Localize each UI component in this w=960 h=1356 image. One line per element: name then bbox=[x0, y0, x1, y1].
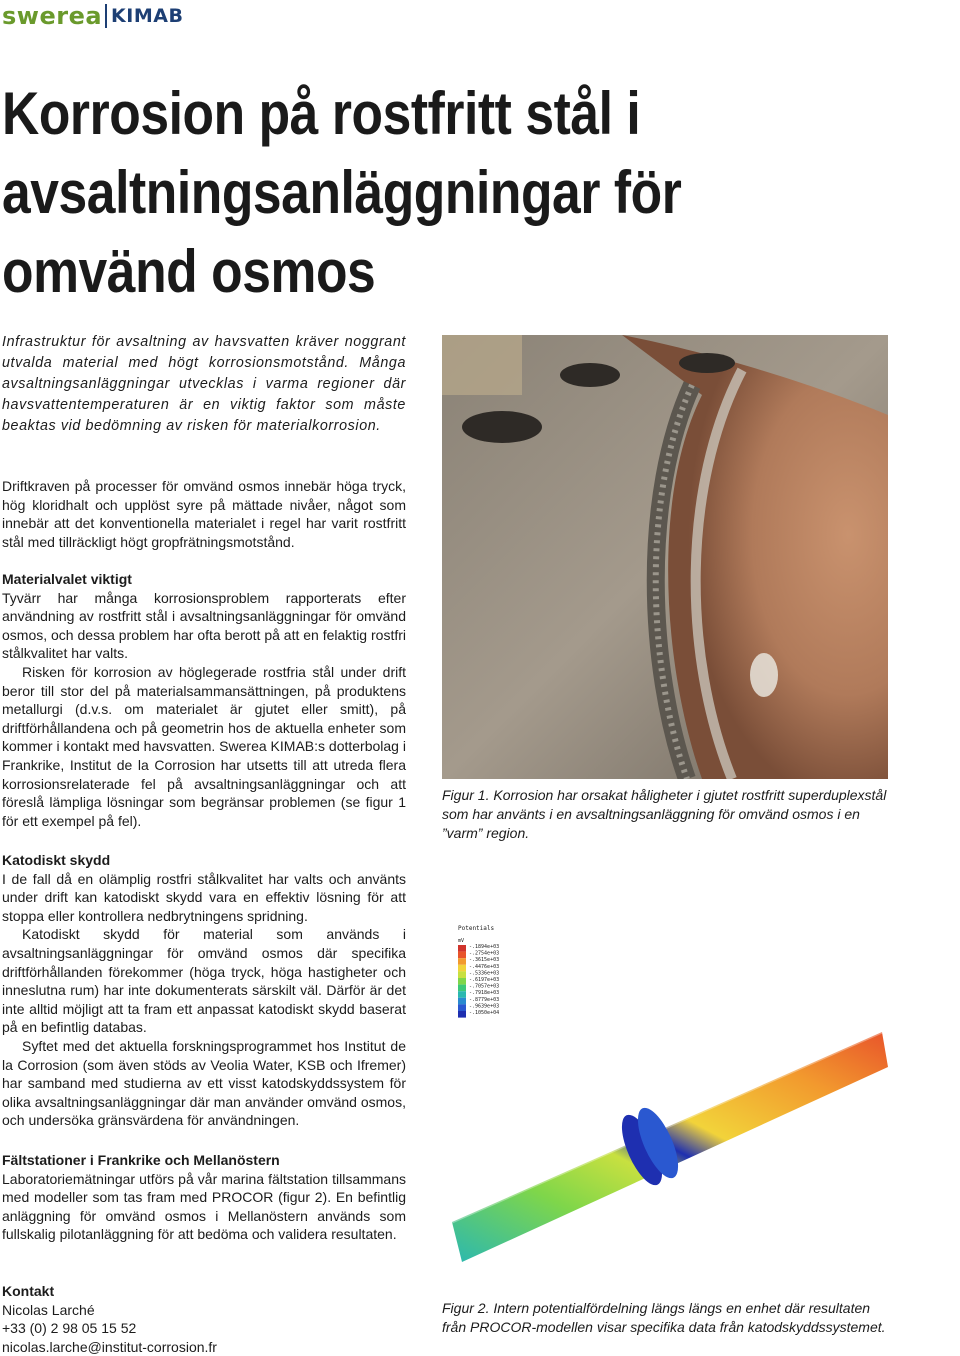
section-paragraph: Syftet med det aktuella forskningsprogrammet hos Institut de la Corrosion (som även stöds av Veolia Water, KSB och Ifremer) har samband med studierna av ett visst katodskyddssystem för olika avsaltningsanläggningar där man använder omvänd osmos, och undersöka gränsvärdena för användningen. bbox=[2, 1037, 406, 1129]
potential-distribution-illustration bbox=[442, 882, 888, 1288]
legend-swatch bbox=[458, 1004, 466, 1011]
logo-swerea: swerea bbox=[2, 2, 103, 30]
legend-swatch bbox=[458, 1011, 466, 1018]
legend-swatch bbox=[458, 952, 466, 959]
section-paragraph: Risken för korrosion av höglegerade rostfria stål under drift beror till stor del på materialsammansättningen, på produktens metallurgi (d.v.s. om materialet är gjutet eller smitt), på driftförhållandena och på geometrin hos de aktuella enheter som kommer i kontakt med havsvatten. Swerea KIMAB:s dotterbolag i Frankrike, Institut de la Corrosion har utsetts till att utreda flera korrosionsrelaterade fel på avsaltningsanläggningar och att föreslå lämpliga lösningar som begränsar problemen (se figur 1 för ett exempel på fel). bbox=[2, 663, 406, 829]
legend-value: -.1050e+04 bbox=[469, 1010, 500, 1016]
ingress-block bbox=[2, 332, 406, 437]
legend-unit: mV bbox=[458, 938, 465, 944]
section-paragraph: I de fall då en olämplig rostfri stålkvalitet har valts och använts under drift kan katodiskt skydd vara en effektiv lösning för att stoppa eller kontrollera nedbrytningens spridning. bbox=[2, 870, 406, 924]
figure-1-photo bbox=[442, 335, 888, 779]
potential-legend bbox=[458, 944, 499, 1018]
legend-value: -.2754e+03 bbox=[469, 950, 500, 957]
section-faltstationer bbox=[2, 1151, 406, 1244]
legend-swatch bbox=[458, 998, 466, 1005]
legend-swatch bbox=[458, 978, 466, 985]
figure-2-simulation bbox=[442, 882, 888, 1288]
section-paragraph: Laboratoriemätningar utförs på vår marina fältstation tillsammans med modeller som tas fram med PROCOR (figur 2). En befintlig anläggning för omvänd osmos i Mellanöstern används som fullskalig pilotanläggning för att bedöma och validera resultaten. bbox=[2, 1170, 406, 1243]
logo-divider bbox=[105, 4, 107, 28]
figure-1-caption: Figur 1. Korrosion har orsakat håligheter i gjutet rostfritt superduplexstål som har använts i en avsaltningsanläggning för omvänd osmos i en ”varm” region. bbox=[442, 787, 887, 841]
section-heading: Fältstationer i Frankrike och Mellanöstern bbox=[2, 1152, 280, 1168]
section-paragraph: Tyvärr har många korrosionsproblem rapporterats efter användning av rostfritt stål i avsaltningsanläggningar för omvänd osmos, och dessa problem har ofta berott på att en felaktig rostfri stålkvalitet har valts. bbox=[2, 589, 406, 662]
legend-swatch bbox=[458, 965, 466, 972]
contact-name: Nicolas Larché bbox=[2, 1301, 95, 1318]
intro-paragraph: Driftkraven på processer för omvänd osmos innebär höga tryck, hög kloridhalt och upplöst syre på mättade nivåer, något som innebär att det konventionella materialet i regel har varit rostfritt stål med tillräckligt högt gropfrätningsmotstånd. bbox=[2, 478, 406, 550]
legend-title: Potentials bbox=[458, 925, 495, 932]
logo-kimab: KIMAB bbox=[111, 5, 184, 27]
section-materialval bbox=[2, 570, 406, 830]
legend-value: -.6197e+03 bbox=[469, 977, 500, 983]
legend-value: -.4476e+03 bbox=[469, 963, 500, 970]
legend-swatch bbox=[458, 991, 466, 998]
legend-swatch bbox=[458, 971, 466, 978]
legend-swatch bbox=[458, 945, 466, 952]
ingress: Infrastruktur för avsaltning av havsvatten kräver noggrant utvalda material med högt korrosionsmotstånd. Många avsaltningsanläggningar utvecklas i varma regioner där havsvattentemperaturen är en viktig faktor som måste beaktas vid bedömning av risken för materialkorrosion. bbox=[2, 334, 406, 434]
page-title: Korrosion på rostfritt stål i avsaltningsanläggningar för omvänd osmos bbox=[2, 80, 682, 305]
legend-swatch bbox=[458, 958, 466, 965]
section-katodiskt-skydd bbox=[2, 851, 406, 1130]
section-paragraph: Katodiskt skydd för material som används i avsaltningsanläggningar för omvänd osmos där specifika driftförhållanden förekommer (höga tryck, höga hastigheter och inneslutna rum) har inte dokumenterats särskilt väl. Därför är det inte alltid möjligt att ta fram ett anpassat katodiskt skydd baserat på en befintlig databas. bbox=[2, 926, 406, 1036]
legend-swatch bbox=[458, 985, 466, 992]
section-heading: Katodiskt skydd bbox=[2, 852, 111, 868]
contact-block bbox=[2, 1282, 406, 1356]
legend-value: -.8779e+03 bbox=[469, 996, 500, 1003]
legend-value: -.1894e+03 bbox=[469, 944, 500, 950]
contact-phone: +33 (0) 2 98 05 15 52 bbox=[2, 1320, 137, 1337]
contact-email[interactable]: nicolas.larche@institut-corrosion.fr bbox=[2, 1338, 217, 1355]
section-heading: Materialvalet viktigt bbox=[2, 571, 132, 587]
logo bbox=[2, 2, 183, 30]
intro-block bbox=[2, 477, 406, 551]
legend-value: -.5336e+03 bbox=[469, 970, 500, 977]
legend-value: -.7057e+03 bbox=[469, 983, 500, 990]
figure-2-caption: Figur 2. Intern potentialfördelning längs längs en enhet där resultaten från PROCOR-modellen visar specifika data från katodskyddssystemet. bbox=[442, 1300, 886, 1335]
contact-heading: Kontakt bbox=[2, 1283, 55, 1299]
corroded-flange-illustration bbox=[442, 335, 888, 779]
legend-value: -.3615e+03 bbox=[469, 957, 500, 964]
legend-value: -.9639e+03 bbox=[469, 1003, 500, 1010]
legend-value: -.7918e+03 bbox=[469, 990, 500, 997]
